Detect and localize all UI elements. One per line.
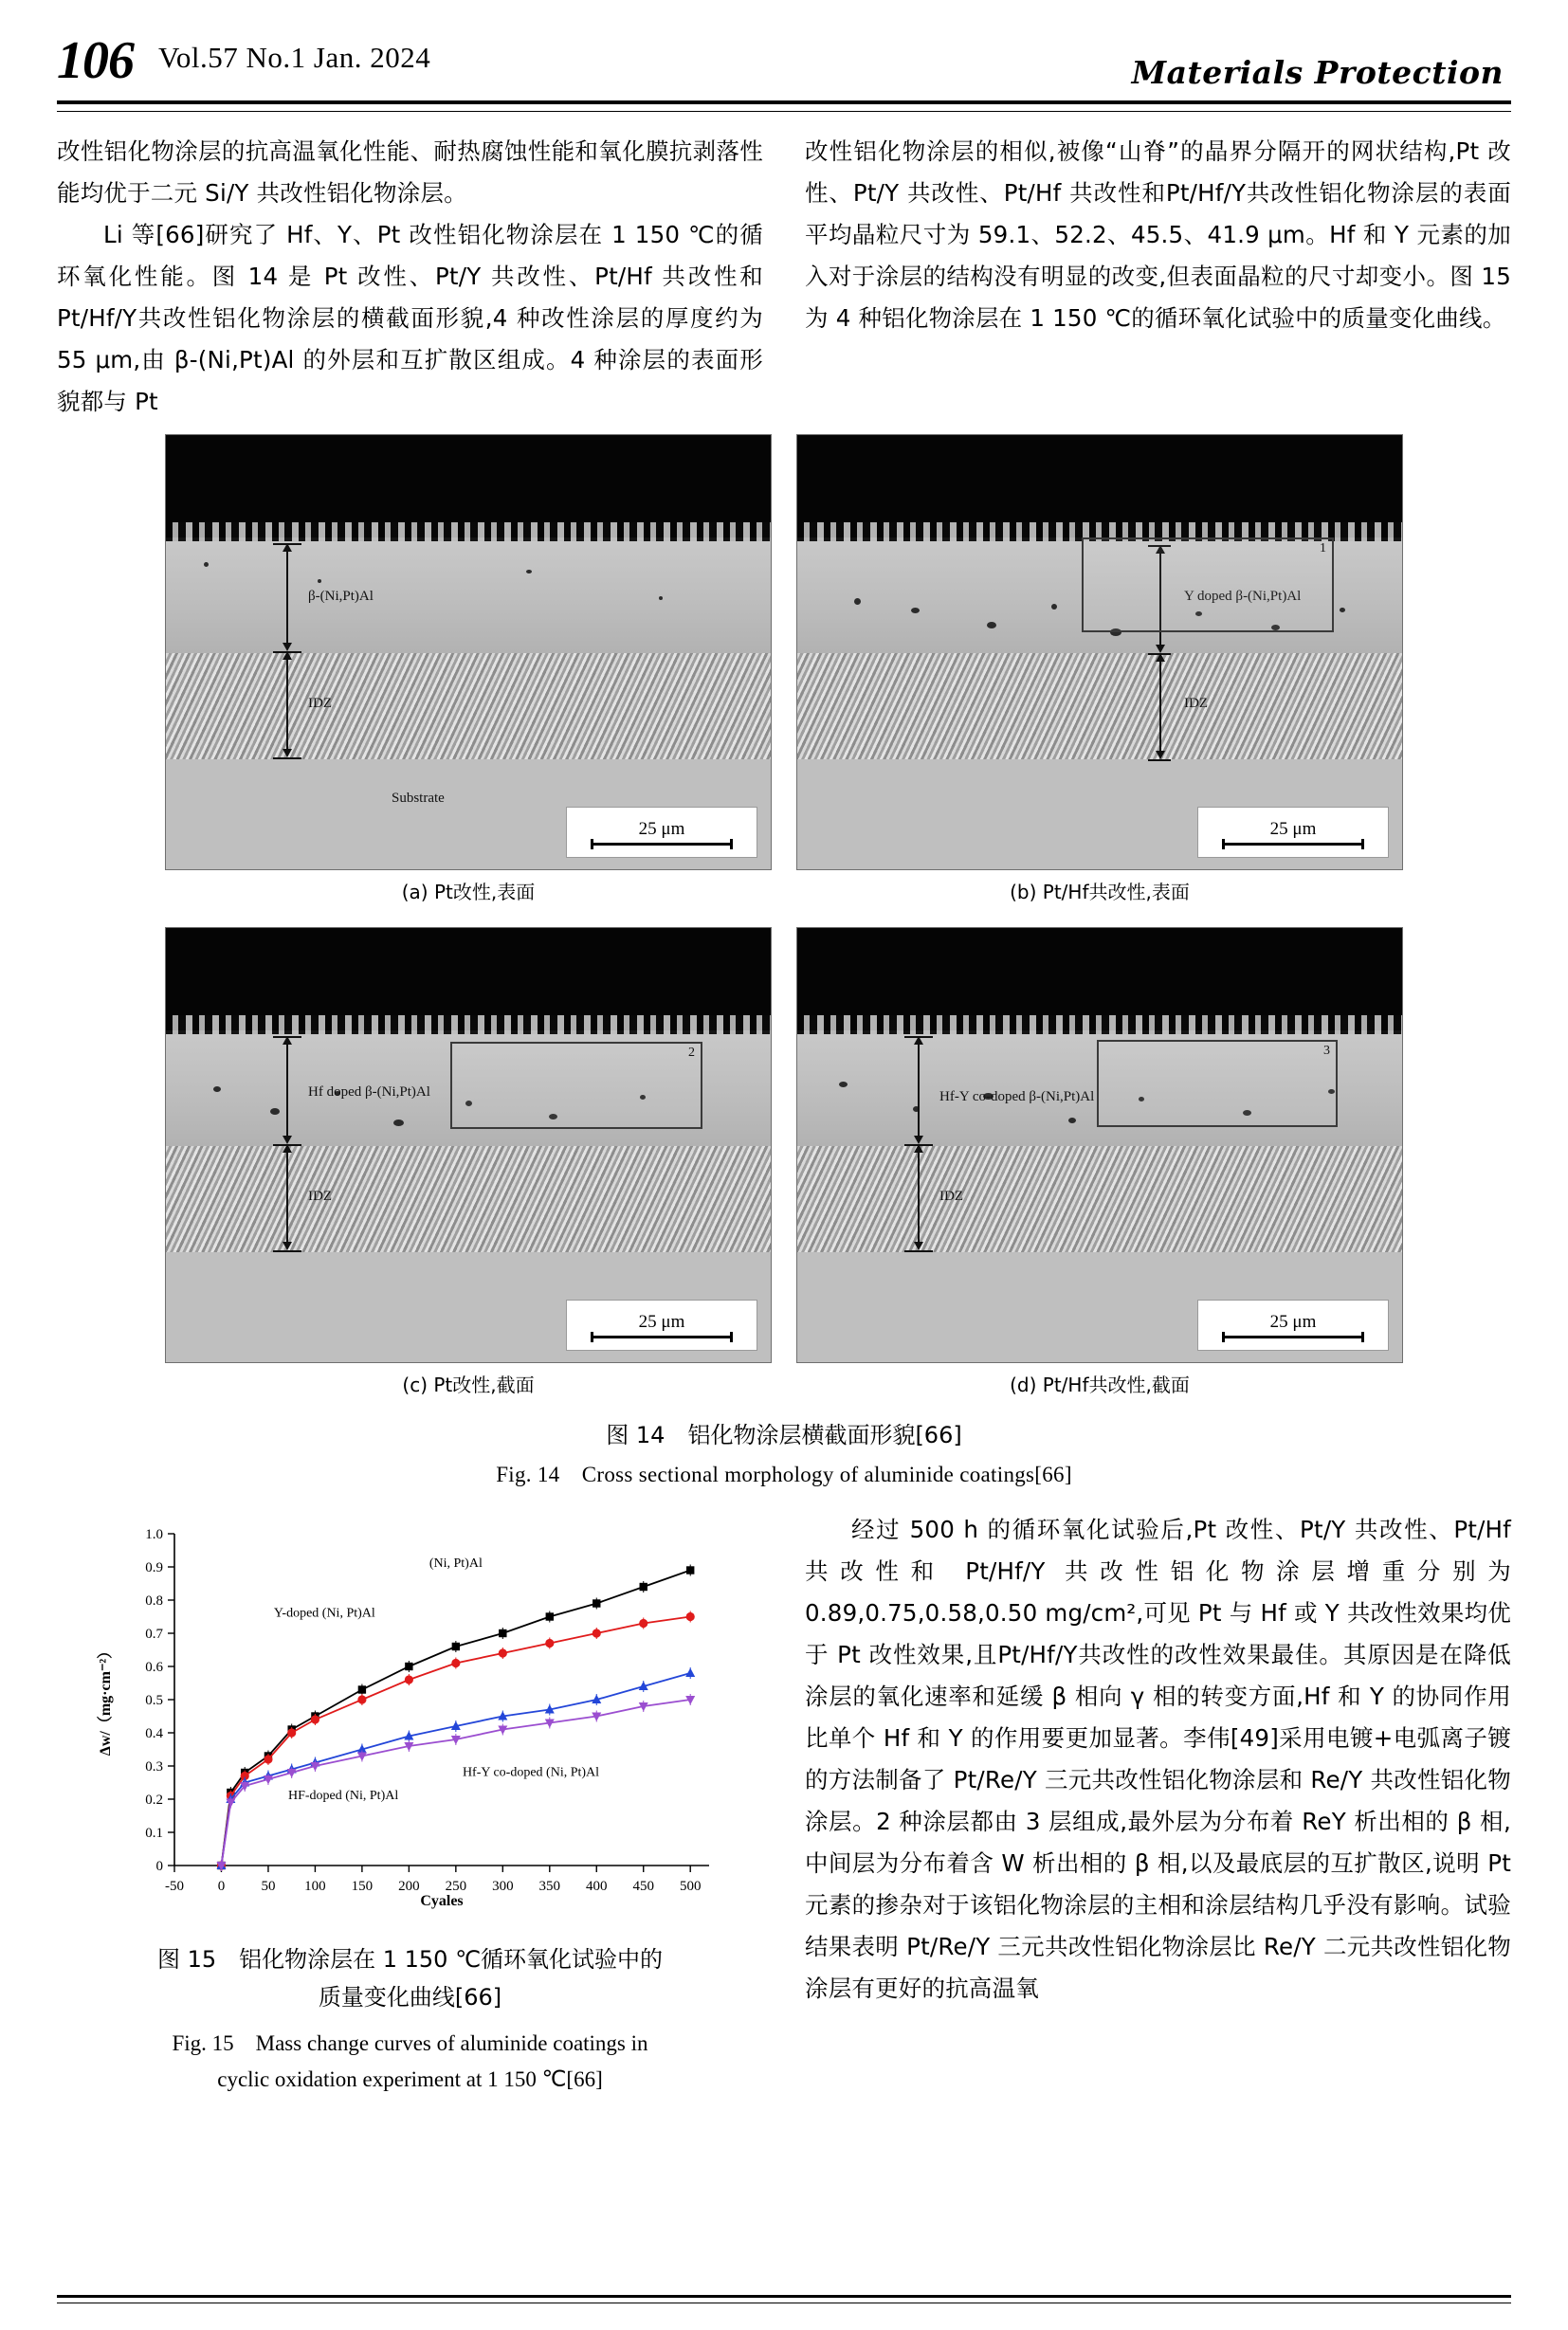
particle xyxy=(393,1119,404,1126)
particle xyxy=(204,562,209,567)
right-column xyxy=(805,131,1511,423)
measure-tick xyxy=(904,1250,933,1252)
substrate-label: Substrate xyxy=(392,791,445,806)
idz-thickness-arrow xyxy=(918,1148,920,1248)
arrow-head-up-icon xyxy=(283,1036,292,1045)
svg-text:0.5: 0.5 xyxy=(144,1693,163,1708)
interdiffusion-zone xyxy=(797,653,1402,759)
svg-text:1.0: 1.0 xyxy=(144,1527,163,1542)
page-number: 106 xyxy=(57,31,134,90)
coating-label: Hf-Y co-doped β-(Ni,Pt)Al xyxy=(939,1089,1095,1104)
micrograph-grid xyxy=(57,434,1511,1397)
measure-tick xyxy=(273,757,301,759)
scale-bar-text: 25 μm xyxy=(1269,1312,1317,1332)
svg-text:0.6: 0.6 xyxy=(144,1660,163,1675)
particle xyxy=(213,1086,221,1092)
figure-15-title-en xyxy=(57,2026,763,2098)
coating-label: Hf doped β-(Ni,Pt)Al xyxy=(308,1084,430,1100)
svg-text:150: 150 xyxy=(351,1879,373,1894)
svg-text:450: 450 xyxy=(631,1879,654,1894)
particle xyxy=(318,579,321,583)
svg-text:0.9: 0.9 xyxy=(144,1560,163,1575)
micrograph-image-b xyxy=(796,434,1403,870)
paragraph-right-1: 改性铝化物涂层的相似,被像“山脊”的晶界分隔开的网状结构,Pt 改性、Pt/Y 共改性、Pt/Hf 共改性和Pt/Hf/Y共改性铝化物涂层的表面平均晶粒尺寸为 59.1、52.2、45.5、41.9 μm。Hf 和 Y 元素的加入对于涂层的结构没有明显的改变,但表面晶粒的尺寸却变小。图 15 为 4 种铝化物涂层在 1 150 ℃的循环氧化试验中的质量变化曲线。 xyxy=(805,137,1511,332)
svg-text:0.4: 0.4 xyxy=(144,1726,163,1741)
interdiffusion-zone xyxy=(166,653,771,759)
particle xyxy=(1051,604,1057,610)
figure-15-title-en-line2: cyclic oxidation experiment at 1 150 ℃[66] xyxy=(217,2067,603,2091)
coating-thickness-arrow xyxy=(918,1040,920,1142)
measure-tick xyxy=(1148,759,1171,761)
micrograph-panel-d xyxy=(796,927,1403,1397)
figure-14 xyxy=(57,434,1511,1488)
svg-text:-50: -50 xyxy=(164,1879,184,1894)
region-of-interest-2 xyxy=(450,1042,702,1129)
arrow-head-down-icon xyxy=(1156,751,1165,759)
journal-title: Materials Protection xyxy=(1131,54,1504,91)
idz-thickness-arrow xyxy=(286,655,288,755)
coating-thickness-arrow xyxy=(286,1040,288,1142)
paragraph-left-1: 改性铝化物涂层的抗高温氧化性能、耐热腐蚀性能和氧化膜抗剥落性能均优于二元 Si/Y 共改性铝化物涂层。 xyxy=(57,137,763,207)
svg-text:Y-doped (Ni, Pt)Al: Y-doped (Ni, Pt)Al xyxy=(273,1606,375,1621)
paragraph-bottom-right: 经过 500 h 的循环氧化试验后,Pt 改性、Pt/Y 共改性、Pt/Hf 共改性和 Pt/Hf/Y 共改性铝化物涂层增重分别为 0.89,0.75,0.58,0.50 mg/cm²,可见 Pt 与 Hf 或 Y 共改性效果均优于 Pt 改性效果,且Pt/Hf/Y共改性的改性效果最佳。其原因是在降低涂层的氧化速率和延缓 β 相向 γ 相的转变方面,Hf 和 Y 的协同作用比单个 Hf 和 Y 的作用要更加显著。李伟[49]采用电镀+电弧离子镀的方法制备了 Pt/Re/Y 三元共改性铝化物涂层和 Re/Y 共改性铝化物涂层。2 种涂层都由 3 层组成,最外层为分布着 ReY 析出相的 β 相,中间层为分布着含 W 析出相的 β 相,以及最底层的互扩散区,说明 Pt 元素的掺杂对于该铝化物涂层的主相和涂层结构几乎没有影响。试验结果表明 Pt/Re/Y 三元共改性铝化物涂层比 Re/Y 二元共改性铝化物涂层有更好的抗高温氧 xyxy=(805,1516,1511,2002)
scale-bar-b xyxy=(1197,807,1389,858)
svg-text:0.1: 0.1 xyxy=(144,1826,163,1841)
svg-text:HF-doped (Ni, Pt)Al: HF-doped (Ni, Pt)Al xyxy=(287,1789,398,1803)
arrow-head-down-icon xyxy=(283,643,292,651)
top-text-columns xyxy=(57,131,1511,423)
arrow-head-down-icon xyxy=(283,749,292,757)
chart-svg xyxy=(83,1515,738,1922)
micrograph-panel-b xyxy=(796,434,1403,904)
header-rule-thin xyxy=(57,111,1511,113)
figure-15 xyxy=(57,1509,763,2098)
arrow-head-up-icon xyxy=(1156,653,1165,662)
svg-text:100: 100 xyxy=(303,1879,326,1894)
panel-caption-c: (c) Pt改性,截面 xyxy=(402,1374,535,1396)
roi-number: 3 xyxy=(1323,1044,1330,1058)
micrograph-image-d xyxy=(796,927,1403,1363)
arrow-head-up-icon xyxy=(283,1144,292,1153)
paragraph-left-2: Li 等[66]研究了 Hf、Y、Pt 改性铝化物涂层在 1 150 ℃的循环氧化性能。图 14 是 Pt 改性、Pt/Y 共改性、Pt/Hf 共改性和Pt/Hf/Y共改性铝化物涂层的横截面形貌,4 种改性涂层的厚度约为 55 μm,由 β-(Ni,Pt)Al 的外层和互扩散区组成。4 种涂层的表面形貌都与 Pt xyxy=(57,221,763,415)
scale-bar-line xyxy=(591,1336,733,1338)
journal-issue-info: Vol.57 No.1 Jan. 2024 xyxy=(158,41,431,74)
interdiffusion-zone xyxy=(797,1146,1402,1252)
panel-caption-a: (a) Pt改性,表面 xyxy=(401,881,536,903)
idz-label: IDZ xyxy=(939,1189,963,1204)
particle xyxy=(911,608,920,613)
figure-15-title-en-line1: Fig. 15 Mass change curves of aluminide coatings in xyxy=(172,2031,648,2055)
interdiffusion-zone xyxy=(166,1146,771,1252)
arrow-head-down-icon xyxy=(914,1242,923,1250)
mass-change-chart xyxy=(83,1515,738,1927)
micrograph-panel-c xyxy=(165,927,772,1397)
figure-14-title-en: Fig. 14 Cross sectional morphology of aluminide coatings[66] xyxy=(496,1463,1072,1486)
arrow-head-down-icon xyxy=(1156,645,1165,653)
idz-thickness-arrow xyxy=(286,1148,288,1248)
svg-text:(Ni, Pt)Al: (Ni, Pt)Al xyxy=(428,1556,483,1571)
svg-text:0: 0 xyxy=(155,1859,163,1874)
svg-text:0.8: 0.8 xyxy=(144,1593,163,1609)
figure-15-title-cn-line2: 质量变化曲线[66] xyxy=(318,1984,502,2011)
svg-text:300: 300 xyxy=(491,1879,514,1894)
left-column xyxy=(57,131,763,423)
figure-15-title-cn xyxy=(57,1940,763,2016)
scale-bar-line xyxy=(591,843,733,846)
footer-rule xyxy=(57,2295,1511,2298)
arrow-head-down-icon xyxy=(283,1136,292,1144)
scale-bar-line xyxy=(1222,1336,1364,1338)
particle xyxy=(659,596,663,600)
particle xyxy=(1068,1118,1076,1123)
svg-text:Δw/（mg·cm⁻²）: Δw/（mg·cm⁻²） xyxy=(97,1643,114,1757)
arrow-head-down-icon xyxy=(283,1242,292,1250)
particle xyxy=(270,1108,280,1115)
coating-layer xyxy=(166,541,771,653)
micrograph-image-c xyxy=(165,927,772,1363)
idz-label: IDZ xyxy=(308,1189,332,1204)
bottom-section xyxy=(57,1509,1511,2098)
svg-text:200: 200 xyxy=(397,1879,420,1894)
particle xyxy=(839,1082,848,1087)
svg-text:50: 50 xyxy=(260,1879,275,1894)
scale-bar-a xyxy=(566,807,757,858)
scale-bar-text: 25 μm xyxy=(1269,819,1317,839)
particle xyxy=(987,622,996,628)
region-of-interest-3 xyxy=(1097,1040,1338,1127)
coating-label: β-(Ni,Pt)Al xyxy=(308,589,374,604)
measure-tick xyxy=(273,1250,301,1252)
idz-label: IDZ xyxy=(1184,696,1208,711)
scale-bar-line xyxy=(1222,843,1364,846)
figure-14-title-cn: 图 14 铝化物涂层横截面形貌[66] xyxy=(606,1422,962,1448)
region-of-interest-1 xyxy=(1082,537,1334,632)
bottom-right-column xyxy=(805,1509,1511,2098)
svg-text:0: 0 xyxy=(217,1879,225,1894)
coating-label: Y doped β-(Ni,Pt)Al xyxy=(1184,589,1302,604)
svg-text:0.7: 0.7 xyxy=(144,1627,163,1642)
svg-text:350: 350 xyxy=(538,1879,560,1894)
idz-label: IDZ xyxy=(308,696,332,711)
panel-caption-d: (d) Pt/Hf共改性,截面 xyxy=(1010,1374,1190,1396)
header-rule xyxy=(57,100,1511,104)
arrow-head-down-icon xyxy=(914,1136,923,1144)
particle xyxy=(854,598,861,605)
idz-thickness-arrow xyxy=(1159,657,1161,755)
svg-text:250: 250 xyxy=(445,1879,466,1894)
arrow-head-up-icon xyxy=(914,1036,923,1045)
scale-bar-c xyxy=(566,1300,757,1351)
scale-bar-text: 25 μm xyxy=(638,819,685,839)
coating-thickness-arrow xyxy=(286,547,288,649)
particle xyxy=(1340,608,1345,612)
scale-bar-d xyxy=(1197,1300,1389,1351)
micrograph-panel-a xyxy=(165,434,772,904)
page-header xyxy=(57,17,1511,104)
scale-bar-text: 25 μm xyxy=(638,1312,685,1332)
arrow-head-up-icon xyxy=(914,1144,923,1153)
roi-number: 1 xyxy=(1320,541,1326,555)
svg-text:500: 500 xyxy=(679,1879,701,1894)
panel-caption-b: (b) Pt/Hf共改性,表面 xyxy=(1010,881,1190,903)
arrow-head-up-icon xyxy=(283,651,292,660)
roi-number: 2 xyxy=(688,1046,695,1060)
svg-text:Cyales: Cyales xyxy=(419,1893,464,1909)
svg-text:0.3: 0.3 xyxy=(144,1759,163,1775)
figure-15-title-cn-line1: 图 15 铝化物涂层在 1 150 ℃循环氧化试验中的 xyxy=(156,1946,664,1973)
svg-text:0.2: 0.2 xyxy=(144,1793,163,1808)
particle xyxy=(526,570,532,573)
svg-text:400: 400 xyxy=(585,1879,608,1894)
micrograph-image-a xyxy=(165,434,772,870)
svg-text:Hf-Y co-doped (Ni, Pt)Al: Hf-Y co-doped (Ni, Pt)Al xyxy=(462,1765,599,1780)
arrow-head-up-icon xyxy=(283,543,292,552)
